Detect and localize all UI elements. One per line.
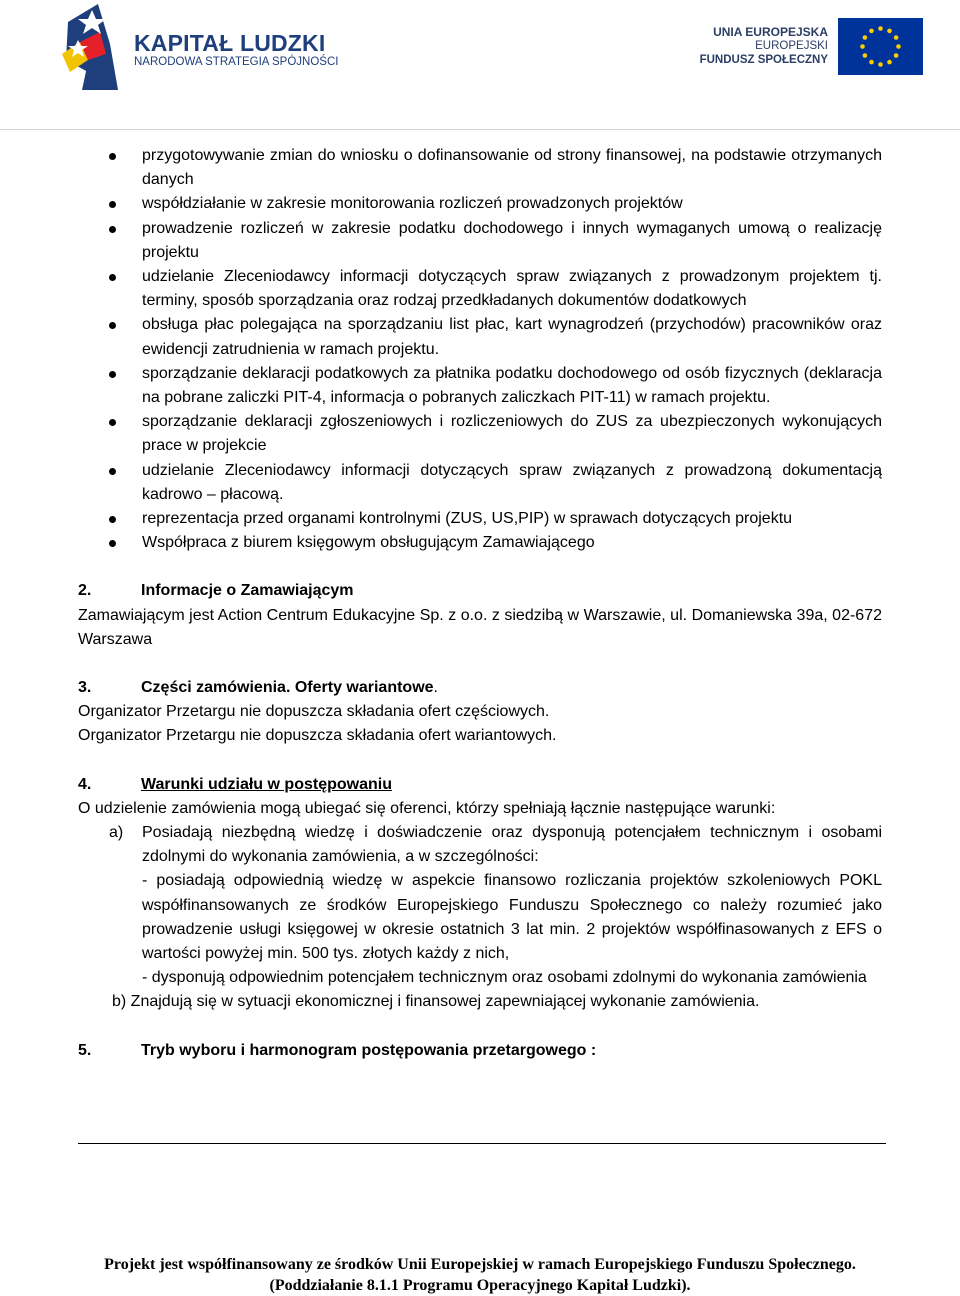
list-item-text: obsługa płac polegająca na sporządzaniu list płac, kart wynagrodzeń (przychodów) pracowników oraz ewidencji zatrudnienia w ramach projektu.: [142, 316, 882, 358]
section-title: Informacje o Zamawiającym: [141, 582, 354, 600]
section-3: [78, 676, 882, 749]
page-header: [0, 0, 960, 130]
section-heading: [78, 676, 882, 700]
eu-flag-icon: [838, 18, 923, 75]
section-title-period: .: [433, 679, 438, 697]
bullet-icon: [109, 468, 116, 475]
section-2: [78, 579, 882, 652]
list-item-text: reprezentacja przed organami kontrolnymi (ZUS, US,PIP) w sprawach dotyczących projektu: [142, 510, 793, 528]
list-item-text: udzielanie Zleceniodawcy informacji dotyczących spraw związanych z prowadzonym projektem tj. terminy, sposób sporządzania oraz rodzaj przedkładanych dokumentów dodatkowych: [142, 268, 882, 310]
bullet-icon: [109, 540, 116, 547]
list-item: [78, 217, 882, 265]
list-item-text: udzielanie Zleceniodawcy informacji dotyczących spraw związanych z prowadzoną dokumentacją kadrowo – płacową.: [142, 461, 882, 503]
header-divider: [0, 129, 960, 130]
logo-title: KAPITAŁ LUDZKI: [134, 30, 326, 56]
list-item-text: przygotowywanie zmian do wniosku o dofinansowanie od strony finansowej, na podstawie otrzymanych danych: [142, 147, 882, 189]
document-body: [78, 144, 882, 1063]
section-number: 2.: [78, 582, 92, 600]
list-item-text: sporządzanie deklaracji zgłoszeniowych i rozliczeniowych do ZUS za ubezpieczonych wykonujących prace w projekcie: [142, 413, 882, 455]
eu-label-line3: FUNDUSZ SPOŁECZNY: [699, 54, 828, 66]
section-title-wrap: [141, 676, 438, 700]
list-item: [78, 192, 882, 216]
section-intro: O udzielenie zamówienia mogą ubiegać się oferenci, którzy spełniają łącznie następujące warunki:: [78, 799, 776, 817]
section-heading: [78, 579, 882, 603]
condition-text: Posiadają niezbędną wiedzę i doświadczenie oraz dysponują potencjałem technicznym i osobami zdolnymi do wykonania zamówienia, a w szczególności:: [142, 824, 882, 866]
list-item: [78, 362, 882, 410]
list-item: [78, 531, 882, 555]
list-item: [78, 265, 882, 313]
section-title: Warunki udziału w postępowaniu: [141, 775, 392, 793]
list-item-text: współdziałanie w zakresie monitorowania rozliczeń prowadzonych projektów: [142, 195, 683, 213]
section-5: [78, 1039, 882, 1063]
eu-label-line2: EUROPEJSKI: [755, 40, 828, 52]
bullet-icon: [109, 226, 116, 233]
page-footer: [0, 1254, 960, 1296]
footer-divider: [78, 1143, 886, 1144]
condition-label: a): [109, 824, 124, 842]
section-text: Zamawiającym jest Action Centrum Edukacyjne Sp. z o.o. z siedzibą w Warszawie, ul. Domaniewska 39a, 02-672 Warszawa: [78, 606, 882, 648]
list-item-text: sporządzanie deklaracji podatkowych za płatnika podatku dochodowego od osób fizycznych (deklaracja na pobrane zaliczki PIT-4, informacja o pobranych zaliczkach PIT-11) w ramach projektu.: [142, 364, 882, 407]
section-number: 4.: [78, 775, 92, 793]
bullet-icon: [109, 322, 116, 329]
kapital-ludzki-logo: [58, 2, 128, 92]
section-title: Tryb wyboru i harmonogram postępowania przetargowego :: [141, 1041, 597, 1059]
section-heading: [78, 773, 882, 797]
duties-list: [78, 144, 882, 555]
list-item-text: prowadzenie rozliczeń w zakresie podatku dochodowego i innych wymaganych umową o realizację projektu: [142, 219, 882, 261]
list-item: [78, 313, 882, 361]
bullet-icon: [109, 153, 116, 160]
section-heading: [78, 1039, 882, 1063]
bullet-icon: [109, 274, 116, 281]
condition-b: b) Znajdują się w sytuacji ekonomicznej i finansowej zapewniającej wykonanie zamówienia.: [112, 993, 760, 1011]
section-number: 5.: [78, 1041, 92, 1059]
condition-a-subitem: - posiadają odpowiednią wiedzę w aspekcie finansowo rozliczania projektów szkoleniowych POKL współfinansowanych ze środków Europejskiego Funduszu Społecznego co należy rozumieć jako prowadzenie usługi księgowej w okresie ostatnich 3 lat min. 2 projektów współfinasowanych z EFS o wartości powyżej min. 500 tys. złotych każdy z nich,: [142, 872, 882, 963]
bullet-icon: [109, 371, 116, 378]
section-title: Części zamówienia. Oferty wariantowe: [141, 679, 434, 697]
footer-line: (Poddziałanie 8.1.1 Programu Operacyjnego Kapitał Ludzki).: [269, 1277, 691, 1294]
bullet-icon: [109, 201, 116, 208]
eu-label-line1: UNIA EUROPEJSKA: [713, 25, 828, 39]
list-item: [78, 144, 882, 192]
logo-subtitle: NARODOWA STRATEGIA SPÓJNOŚCI: [134, 56, 339, 68]
condition-a-subitem: - dysponują odpowiednim potencjałem technicznym oraz osobami zdolnymi do wykonania zamówienia: [142, 969, 867, 987]
list-item: [78, 410, 882, 458]
list-item: [78, 507, 882, 531]
section-number: 3.: [78, 679, 92, 697]
list-item-text: Współpraca z biurem księgowym obsługującym Zamawiającego: [142, 534, 595, 552]
section-4: [78, 773, 882, 1015]
eu-label: [700, 25, 828, 67]
condition-a: [78, 821, 882, 869]
list-item: [78, 459, 882, 507]
bullet-icon: [109, 419, 116, 426]
footer-line: Projekt jest współfinansowany ze środków Unii Europejskiej w ramach Europejskiego Funduszu Społecznego.: [104, 1256, 856, 1273]
section-text-line: Organizator Przetargu nie dopuszcza składania ofert wariantowych.: [78, 727, 557, 745]
section-text-line: Organizator Przetargu nie dopuszcza składania ofert częściowych.: [78, 703, 550, 721]
bullet-icon: [109, 516, 116, 523]
